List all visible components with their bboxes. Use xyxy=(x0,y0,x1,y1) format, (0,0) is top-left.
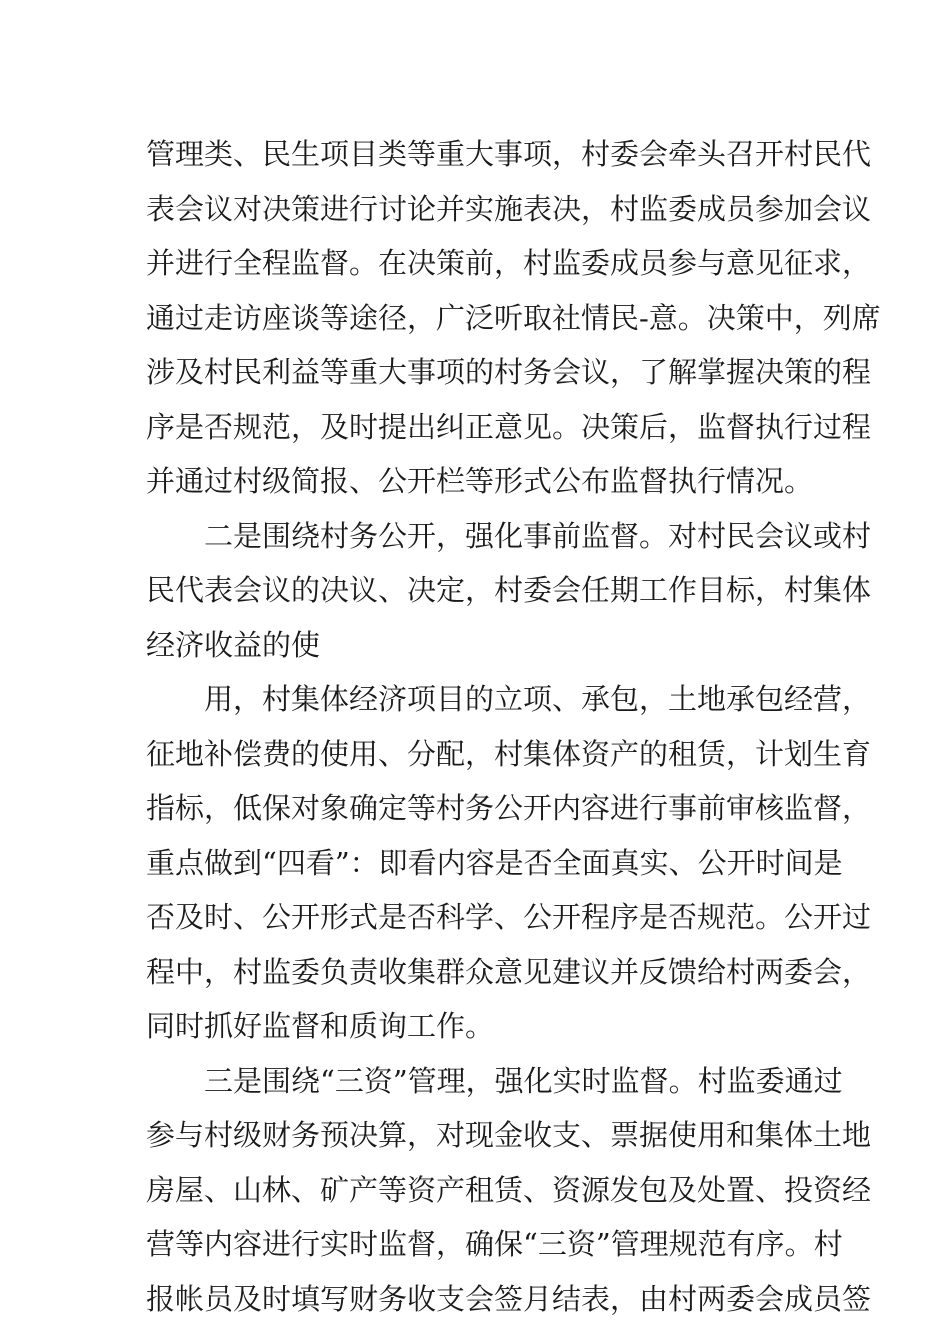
text-line: 参与村级财务预决算，对现金收支、票据使用和集体土地 xyxy=(146,1118,872,1152)
text-line: 三是围绕“三资”管理，强化实时监督。村监委通过 xyxy=(204,1063,843,1098)
text-line: 报帐员及时填写财务收支会签月结表，由村两委会成员签 xyxy=(146,1281,872,1316)
text-line: 程中，村监委负责收集群众意见建议并反馈给村两委会， xyxy=(146,954,872,989)
text-line: 涉及村民利益等重大事项的村务会议，了解掌握决策的程 xyxy=(146,355,872,389)
text-line: 指标，低保对象确定等村务公开内容进行事前审核监督， xyxy=(146,791,872,825)
text-line: 经济收益的使 xyxy=(146,627,321,662)
text-line: 重点做到“四看”：即看内容是否全面真实、公开时间是 xyxy=(146,845,843,880)
text-line: 二是围绕村务公开，强化事前监督。对村民会议或村 xyxy=(204,518,872,553)
text-line: 房屋、山林、矿产等资产租赁、资源发包及处置、投资经 xyxy=(146,1172,872,1207)
text-line: 否及时、公开形式是否科学、公开程序是否规范。公开过 xyxy=(146,900,872,934)
text-line: 民代表会议的决议、决定，村委会任期工作目标，村集体 xyxy=(146,573,872,607)
text-line: 并进行全程监督。在决策前，村监委成员参与意见征求， xyxy=(146,246,872,280)
text-line: 营等内容进行实时监督，确保“三资”管理规范有序。村 xyxy=(146,1227,843,1261)
document-body xyxy=(146,127,881,1326)
text-line: 表会议对决策进行讨论并实施表决，村监委成员参加会议 xyxy=(146,191,872,226)
text-line: 用，村集体经济项目的立项、承包，土地承包经营， xyxy=(204,682,872,716)
text-line: 并通过村级简报、公开栏等形式公布监督执行情况。 xyxy=(146,464,814,498)
text-line: 序是否规范，及时提出纠正意见。决策后，监督执行过程 xyxy=(146,409,872,444)
text-line: 管理类、民生项目类等重大事项，村委会牵头召开村民代 xyxy=(146,137,872,171)
text-line: 征地补偿费的使用、分配，村集体资产的租赁，计划生育 xyxy=(146,736,872,771)
text-line: 通过走访座谈等途径，广泛听取社情民-意。决策中，列席 xyxy=(146,300,881,335)
text-line: 同时抓好监督和质询工作。 xyxy=(146,1009,495,1043)
